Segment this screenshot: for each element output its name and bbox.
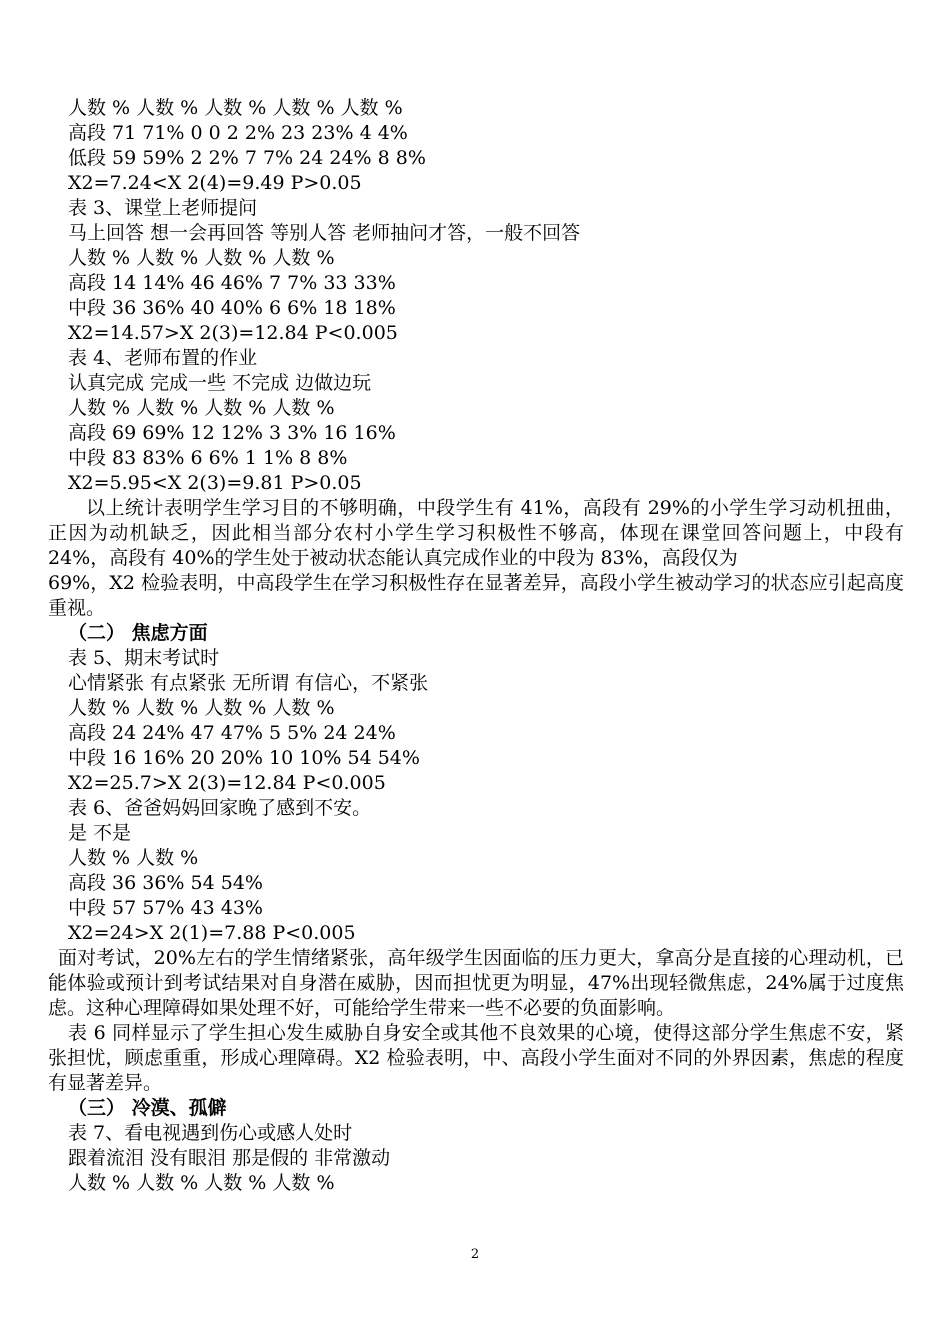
text-line: X2=24>X 2(1)=7.88 P<0.005 (68, 922, 356, 944)
text-line: 高段 36 36% 54 54% (68, 872, 263, 894)
paragraph-exam-anxiety: 面对考试，20%左右的学生情绪紧张，高年级学生因面临的压力更大，拿高分是直接的心理动机，已能体验或预计到考试结果对自身潜在威胁，因而担忧更为明显，47%出现轻微焦虑，24%属于过度焦虑。这种心理障碍如果处理不好，可能给学生带来一些不必要的负面影响。 (48, 947, 904, 1019)
text-line: 高段 69 69% 12 12% 3 3% 16 16% (68, 422, 396, 444)
text-line: 人数 % 人数 % 人数 % 人数 % (68, 397, 335, 419)
text-line: 低段 59 59% 2 2% 7 7% 24 24% 8 8% (68, 147, 426, 169)
text-line: 人数 % 人数 % 人数 % 人数 % (68, 247, 335, 269)
table-block-2 (48, 646, 904, 946)
text-line: 是 不是 (68, 822, 132, 844)
text-line: 中段 16 16% 20 20% 10 10% 54 54% (68, 747, 420, 769)
text-line: 中段 57 57% 43 43% (68, 897, 263, 919)
section-heading-anxiety: （二） 焦虑方面 (68, 622, 208, 644)
text-line: 高段 71 71% 0 0 2 2% 23 23% 4 4% (68, 122, 408, 144)
paragraph-summary-continued: 69%，X2 检验表明，中高段学生在学习积极性存在显著差异，高段小学生被动学习的状态应引起高度重视。 (48, 572, 904, 619)
text-line: X2=7.24<X 2(4)=9.49 P>0.05 (68, 172, 362, 194)
table-block-3 (48, 1121, 904, 1196)
text-line: 中段 83 83% 6 6% 1 1% 8 8% (68, 447, 348, 469)
text-line: 中段 36 36% 40 40% 6 6% 18 18% (68, 297, 396, 319)
text-line: 表 5、期末考试时 (68, 647, 220, 669)
text-line: 表 7、看电视遇到伤心或感人处时 (68, 1122, 353, 1144)
section-heading-indifference: （三） 冷漠、孤僻 (68, 1097, 227, 1119)
text-line: 马上回答 想一会再回答 等别人答 老师抽问才答，一般不回答 (68, 222, 581, 244)
text-line: X2=25.7>X 2(3)=12.84 P<0.005 (68, 772, 386, 794)
text-line: 高段 24 24% 47 47% 5 5% 24 24% (68, 722, 396, 744)
table-block-1 (48, 96, 904, 496)
text-line: 人数 % 人数 % (68, 847, 199, 869)
text-line: 高段 14 14% 46 46% 7 7% 33 33% (68, 272, 396, 294)
paragraph-table6-analysis: 表 6 同样显示了学生担心发生威胁自身安全或其他不良效果的心境，使得这部分学生焦虑不安，紧张担忧，顾虑重重，形成心理障碍。X2 检验表明，中、高段小学生面对不同的外界因素，焦虑的程度有显著差异。 (48, 1022, 904, 1094)
text-line: 表 6、爸爸妈妈回家晚了感到不安。 (68, 797, 372, 819)
text-line: 表 4、老师布置的作业 (68, 347, 258, 369)
page-content (48, 96, 904, 1196)
text-line: 人数 % 人数 % 人数 % 人数 % (68, 1172, 335, 1194)
paragraph-summary: 以上统计表明学生学习目的不够明确，中段学生有 41%，高段有 29%的小学生学习动机扭曲，正因为动机缺乏，因此相当部分农村小学生学习积极性不够高，体现在课堂回答问题上，中段有 24%，高段有 40%的学生处于被动状态能认真完成作业的中段为 83%，高段仅为 (48, 497, 904, 569)
text-line: 人数 % 人数 % 人数 % 人数 % 人数 % (68, 97, 403, 119)
text-line: 表 3、课堂上老师提问 (68, 197, 258, 219)
text-line: X2=14.57>X 2(3)=12.84 P<0.005 (68, 322, 398, 344)
text-line: 跟着流泪 没有眼泪 那是假的 非常激动 (68, 1147, 391, 1169)
text-line: 认真完成 完成一些 不完成 边做边玩 (68, 372, 372, 394)
text-line: 人数 % 人数 % 人数 % 人数 % (68, 697, 335, 719)
text-line: 心情紧张 有点紧张 无所谓 有信心，不紧张 (68, 672, 429, 694)
text-line: X2=5.95<X 2(3)=9.81 P>0.05 (68, 472, 362, 494)
page-number: 2 (470, 1247, 480, 1262)
